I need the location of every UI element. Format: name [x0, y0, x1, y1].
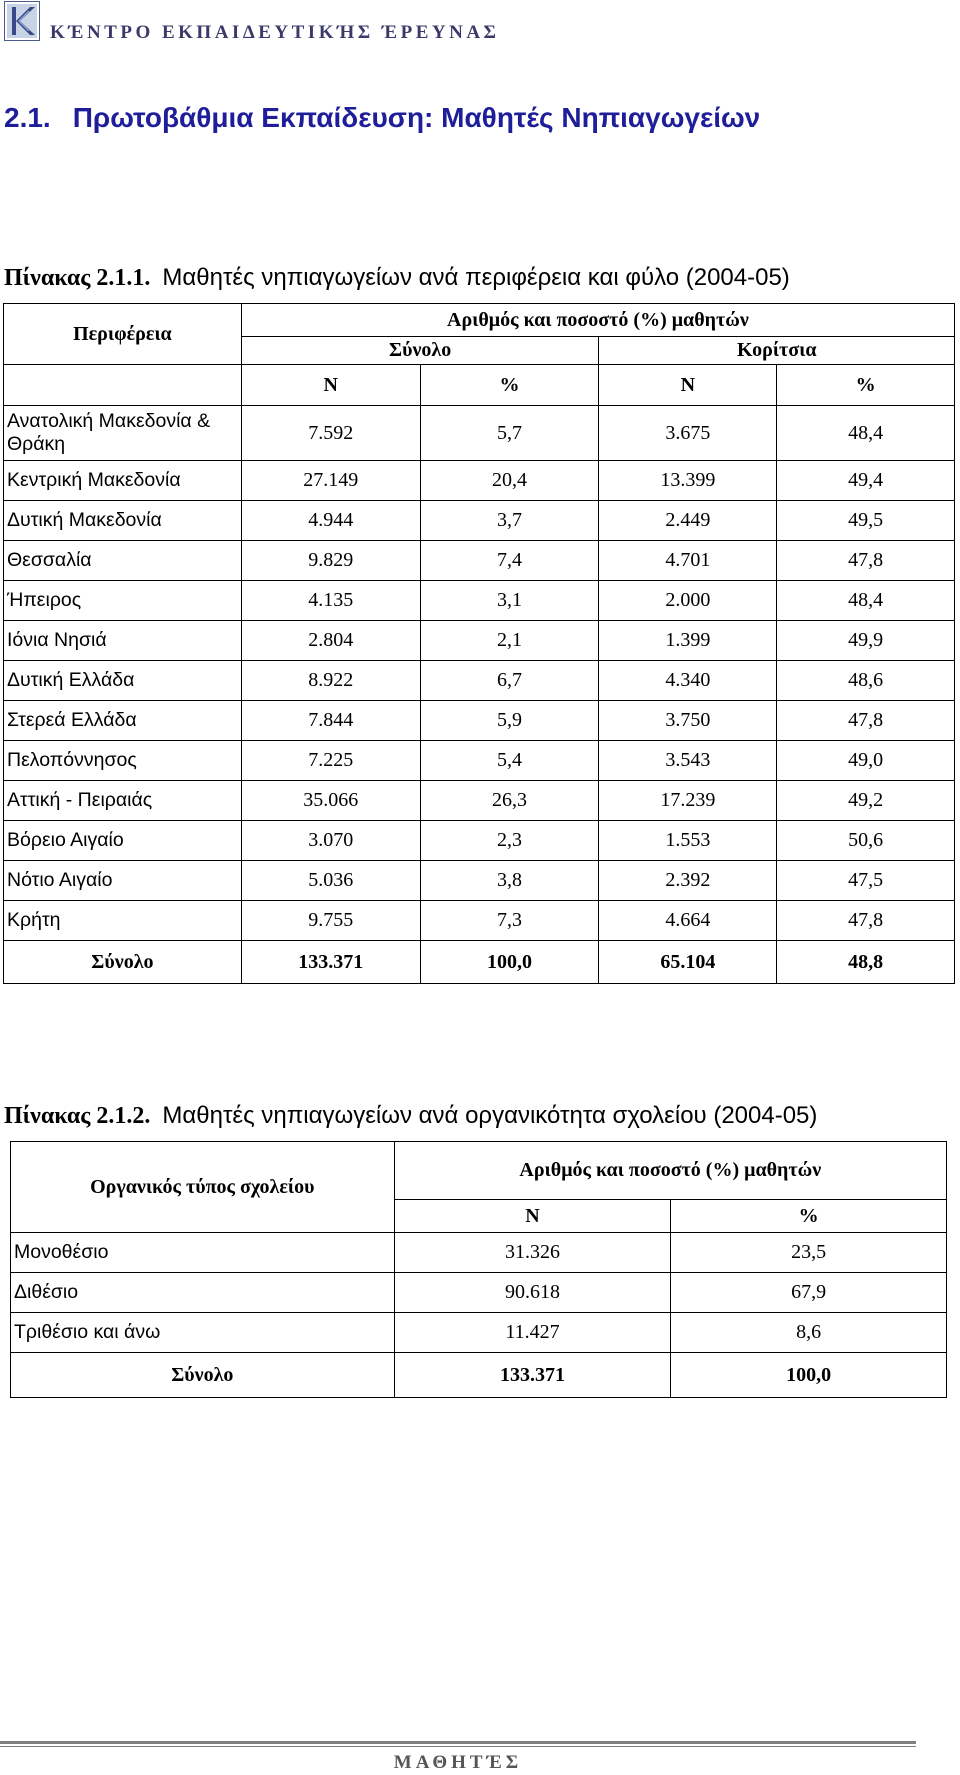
col-n: N: [394, 1200, 671, 1233]
girls-pct-cell: 49,5: [777, 501, 955, 541]
school-type-header: Οργανικός τύπος σχολείου: [11, 1142, 395, 1233]
region-cell: Στερεά Ελλάδα: [4, 701, 242, 741]
students-pct-cell: 8,6: [671, 1313, 947, 1353]
table2-caption: [4, 1102, 817, 1130]
students-pct-cell: 5,9: [420, 701, 599, 741]
girls-n-cell: 3.675: [599, 406, 777, 461]
region-cell: Κεντρική Μακεδονία: [4, 461, 242, 501]
students-pct-cell: 2,1: [420, 621, 599, 661]
school-type-cell: Διθέσιο: [11, 1273, 395, 1313]
students-pct-cell: 26,3: [420, 781, 599, 821]
girls-n-cell: 2.000: [599, 581, 777, 621]
table2-number: Πίνακας 2.1.2.: [4, 1103, 151, 1129]
students-pct-cell: 7,3: [420, 901, 599, 941]
region-cell: Αττική - Πειραιάς: [4, 781, 242, 821]
students-n-cell: 31.326: [394, 1233, 671, 1273]
girls-pct-cell: 48,4: [777, 406, 955, 461]
students-n-cell: 5.036: [241, 861, 420, 901]
girls-pct-cell: 49,4: [777, 461, 955, 501]
region-cell: Ιόνια Νησιά: [4, 621, 242, 661]
footer-rule: [0, 1741, 916, 1747]
region-gender-table: [3, 303, 955, 984]
table-row: [11, 1273, 947, 1313]
girls-pct-cell: 48,6: [777, 661, 955, 701]
table-row: [4, 621, 955, 661]
region-cell: Θεσσαλία: [4, 541, 242, 581]
girls-n-cell: 4.664: [599, 901, 777, 941]
girls-n-cell: 13.399: [599, 461, 777, 501]
table-row: [4, 901, 955, 941]
table-row: [4, 861, 955, 901]
section-title-text: Πρωτοβάθμια Εκπαίδευση: Μαθητές Νηπιαγωγείων: [72, 102, 761, 133]
students-pct-cell: 6,7: [420, 661, 599, 701]
table-row: [4, 701, 955, 741]
girls-n-cell: 3.750: [599, 701, 777, 741]
region-cell: Δυτική Μακεδονία: [4, 501, 242, 541]
table-row: [4, 461, 955, 501]
col-n-total: N: [241, 365, 420, 406]
region-header-spacer: [4, 365, 242, 406]
girls-pct-cell: 47,5: [777, 861, 955, 901]
students-pct-cell: 3,7: [420, 501, 599, 541]
total-pct: 100,0: [671, 1353, 947, 1398]
table-row: [4, 821, 955, 861]
col-pct-total: %: [420, 365, 599, 406]
region-cell: Βόρειο Αιγαίο: [4, 821, 242, 861]
col-pct: %: [671, 1200, 947, 1233]
section-number: 2.1.: [4, 102, 51, 133]
school-type-cell: Τριθέσιο και άνω: [11, 1313, 395, 1353]
table-row: [4, 541, 955, 581]
region-cell: Πελοπόννησος: [4, 741, 242, 781]
girls-n-cell: 17.239: [599, 781, 777, 821]
students-n-cell: 9.755: [241, 901, 420, 941]
girls-pct-cell: 49,2: [777, 781, 955, 821]
girls-n-cell: 1.553: [599, 821, 777, 861]
table-row: [4, 581, 955, 621]
students-pct-cell: 5,4: [420, 741, 599, 781]
total-n: 133.371: [241, 941, 420, 984]
region-cell: Ανατολική Μακεδονία & Θράκη: [4, 406, 242, 461]
region-cell: Νότιο Αιγαίο: [4, 861, 242, 901]
table1-caption: [4, 264, 790, 292]
group-header: Αριθμός και ποσοστό (%) μαθητών: [394, 1142, 946, 1200]
table-row: [11, 1233, 947, 1273]
girls-pct-cell: 47,8: [777, 541, 955, 581]
students-n-cell: 11.427: [394, 1313, 671, 1353]
total-label: Σύνολο: [4, 941, 242, 984]
table-row: [11, 1313, 947, 1353]
girls-pct-cell: 50,6: [777, 821, 955, 861]
girls-pct-cell: 49,0: [777, 741, 955, 781]
students-n-cell: 7.225: [241, 741, 420, 781]
school-type-table: [10, 1141, 947, 1398]
organization-name: ΚΈΝΤΡΟ ΕΚΠΑΙΔΕΥΤΙΚΉΣ ΈΡΕΥΝΑΣ: [50, 22, 500, 43]
girls-pct-cell: 48,4: [777, 581, 955, 621]
col-n-girls: N: [599, 365, 777, 406]
girls-header: Κορίτσια: [599, 337, 955, 365]
students-n-cell: 7.844: [241, 701, 420, 741]
table1-caption-text: Μαθητές νηπιαγωγείων ανά περιφέρεια και φύλο (2004-05): [162, 264, 790, 291]
total-girls-n: 65.104: [599, 941, 777, 984]
girls-pct-cell: 47,8: [777, 701, 955, 741]
table2-caption-text: Μαθητές νηπιαγωγείων ανά οργανικότητα σχολείου (2004-05): [162, 1102, 818, 1129]
total-girls-pct: 48,8: [777, 941, 955, 984]
students-n-cell: 2.804: [241, 621, 420, 661]
students-n-cell: 4.944: [241, 501, 420, 541]
students-pct-cell: 2,3: [420, 821, 599, 861]
table-row: [4, 406, 955, 461]
girls-n-cell: 1.399: [599, 621, 777, 661]
region-cell: Ήπειρος: [4, 581, 242, 621]
region-cell: Κρήτη: [4, 901, 242, 941]
girls-n-cell: 4.701: [599, 541, 777, 581]
students-pct-cell: 67,9: [671, 1273, 947, 1313]
total-n: 133.371: [394, 1353, 671, 1398]
students-pct-cell: 20,4: [420, 461, 599, 501]
students-pct-cell: 23,5: [671, 1233, 947, 1273]
students-n-cell: 9.829: [241, 541, 420, 581]
students-pct-cell: 5,7: [420, 406, 599, 461]
students-n-cell: 35.066: [241, 781, 420, 821]
students-pct-cell: 7,4: [420, 541, 599, 581]
students-n-cell: 7.592: [241, 406, 420, 461]
total-label: Σύνολο: [11, 1353, 395, 1398]
girls-n-cell: 3.543: [599, 741, 777, 781]
students-n-cell: 8.922: [241, 661, 420, 701]
region-cell: Δυτική Ελλάδα: [4, 661, 242, 701]
total-pct: 100,0: [420, 941, 599, 984]
school-type-cell: Μονοθέσιο: [11, 1233, 395, 1273]
students-n-cell: 27.149: [241, 461, 420, 501]
group-header: Αριθμός και ποσοστό (%) μαθητών: [241, 304, 954, 337]
girls-pct-cell: 47,8: [777, 901, 955, 941]
section-title: [4, 102, 760, 134]
girls-n-cell: 4.340: [599, 661, 777, 701]
students-n-cell: 90.618: [394, 1273, 671, 1313]
table-row: [4, 501, 955, 541]
table-row: [4, 741, 955, 781]
table-row: [4, 781, 955, 821]
students-n-cell: 4.135: [241, 581, 420, 621]
region-header: Περιφέρεια: [4, 304, 242, 365]
girls-n-cell: 2.449: [599, 501, 777, 541]
students-n-cell: 3.070: [241, 821, 420, 861]
footer-title: ΜΑΘΗΤΈΣ: [393, 1752, 523, 1773]
girls-pct-cell: 49,9: [777, 621, 955, 661]
table1-number: Πίνακας 2.1.1.: [4, 265, 151, 291]
table-row: [4, 661, 955, 701]
students-pct-cell: 3,1: [420, 581, 599, 621]
kee-logo: [4, 1, 40, 41]
students-pct-cell: 3,8: [420, 861, 599, 901]
girls-n-cell: 2.392: [599, 861, 777, 901]
total-header: Σύνολο: [241, 337, 599, 365]
col-pct-girls: %: [777, 365, 955, 406]
